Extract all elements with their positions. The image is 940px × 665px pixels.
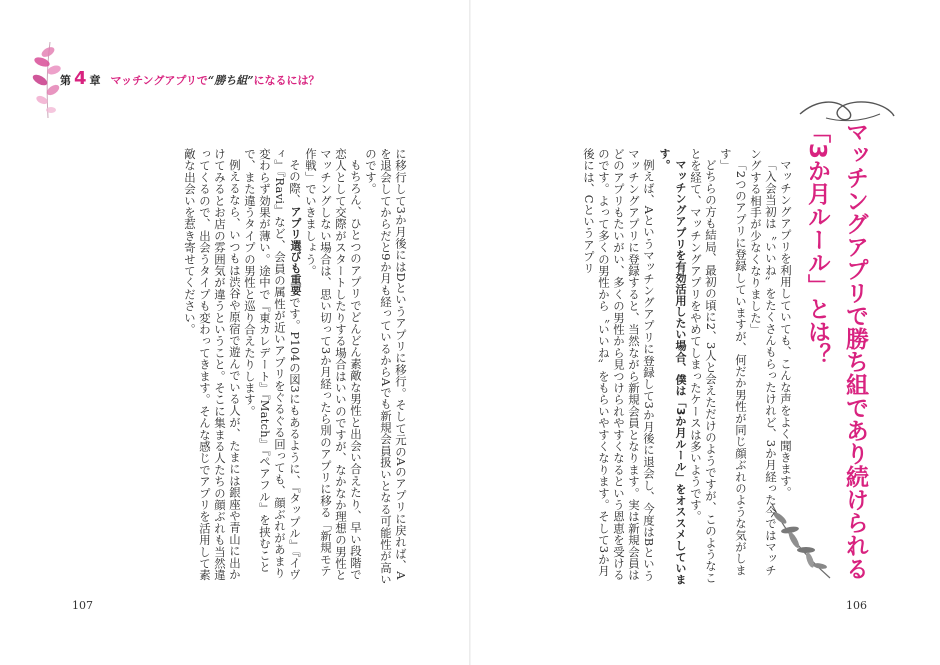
left-paragraph-3 bbox=[242, 148, 303, 588]
chapter-suffix: 章 bbox=[89, 74, 101, 87]
right-paragraph-3: 「2つのアプリに登録していますが、何だか男性が同じ顔ぶれのような気がします」 bbox=[719, 148, 748, 577]
heading-line-2: 「3か月ルール」とは？ bbox=[804, 120, 830, 367]
page-number-right: 106 bbox=[846, 599, 867, 612]
left-paragraph-4: 例えるなら、いつもは渋谷や原宿で遊んでいる人が、たまには銀座や青山に出かけてみるとお店の雰囲気が違うということ。そこに集まる人たちの顔ぶれも当然違ってくるので、出会うタイプも変わってきます。そんな感じでアプリを活用して素敵な出会いを惹き寄せてください。 bbox=[183, 148, 242, 581]
left-paragraph-2: もちろん、ひとつのアプリでどんどん素敵な男性と出会い合えたり、早い段階で恋人として交際がスタートしたりする場合はいいのですが、なかなか理想の男性とマッチングしない場合は、思い切って3か月経ったら別のアプリに移る「新規モテ作戦」でいきましょう。 bbox=[304, 148, 363, 581]
left-paragraph-3-pre: その際、 bbox=[288, 159, 302, 207]
right-page-body bbox=[545, 148, 793, 588]
gutter bbox=[469, 0, 471, 665]
left-paragraph-3-rest: です。P104の図3にもあるように、『タップル』『イヴィ』『Ravi』など、会員の属性が近いアプリをぐるぐる回っても、顔ぶれがあまり変わらず効果が薄い。途中で『東カレデート』『Match』『ペアフル』を挟むことで、また違うタイプの男性と巡り合えたりします。 bbox=[243, 148, 302, 581]
chapter-title-end: になるには？ bbox=[253, 74, 320, 87]
chapter-prefix: 第 bbox=[60, 74, 71, 87]
page-number-left: 107 bbox=[72, 599, 93, 612]
chapter-title-script: “勝ち組” bbox=[207, 74, 254, 87]
left-page-body bbox=[118, 148, 408, 588]
chapter-number: 4 bbox=[74, 68, 87, 89]
emphasis-text: アプリ選びも重要 bbox=[289, 206, 302, 297]
running-header bbox=[60, 68, 320, 92]
emphasis-text: マッチングアプリを有効活用したい場合、僕は「3か月ルール」をオススメしています。 bbox=[658, 148, 687, 586]
right-paragraph-1: マッチングアプリを利用していても、こんな声をよく聞きます。 bbox=[779, 159, 793, 499]
chapter-title-start: マッチングアプリで bbox=[110, 74, 208, 87]
heading-line-1: マッチングアプリで勝ち組であり続けられる bbox=[842, 120, 868, 580]
right-paragraph-2: 「入会当初は〝いいね〟をたくさんもらったけれど、3か月経った今ではマッチングする相手が少なくなりました」 bbox=[749, 148, 778, 577]
right-paragraph-6: 例えば、Aというマッチングアプリに登録して3か月後に退会し、今度はBというマッチングアプリに登録すると、当然ながら新規会員となります。実は新規会員はどのアプリもたいがい、多くの男性から見つけられやすくなるという恩恵を受けるのです。よって多くの男性から〝いいね〟をもらいやすくなります。そして3か月後には、Cというアプリ bbox=[582, 148, 656, 582]
left-paragraph-1: に移行して3か月後にはDというアプリに移行。そして元のAのアプリに戻れば、Aを退会してからだと9か月も経っているからAでも新規会員扱いとなる可能性が高いのです。 bbox=[364, 148, 408, 586]
right-paragraph-5 bbox=[656, 148, 688, 588]
right-paragraph-4: どちらの方も結局、最初の頃に2、3人と会えただけのようですが、このようなことを経て、マッチングアプリをやめてしまったケースは多いようです。 bbox=[689, 148, 718, 584]
